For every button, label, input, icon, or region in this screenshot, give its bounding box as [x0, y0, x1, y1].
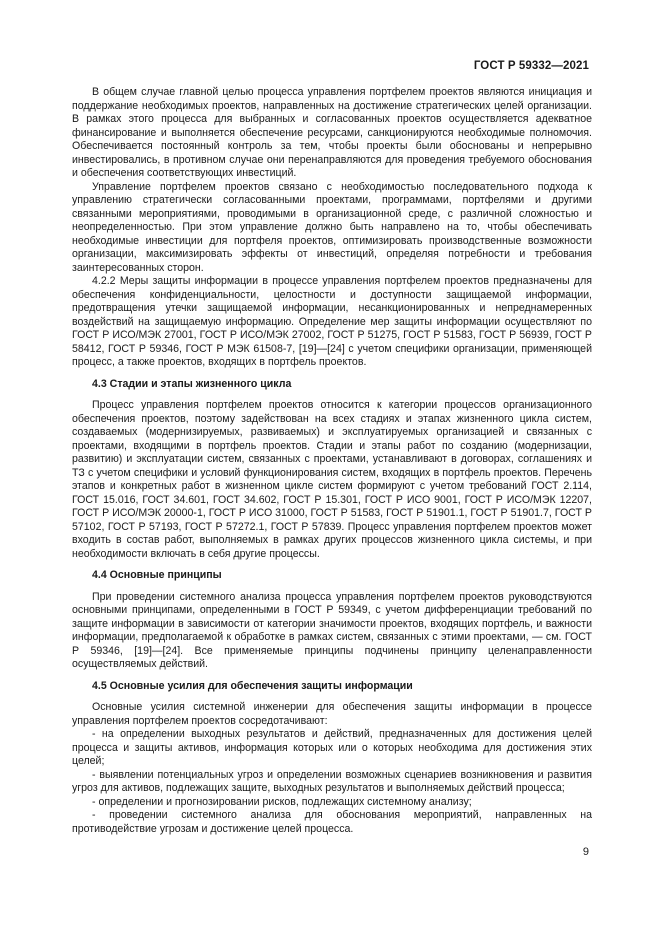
section-4-5	[72, 680, 592, 837]
list-item: - определении и прогнозировании рисков, подлежащих системному анализу;	[92, 795, 472, 808]
page-number: 9	[582, 846, 589, 858]
section-heading: 4.5 Основные усилия для обеспечения защиты информации	[92, 679, 413, 692]
standard-designation: ГОСТ Р 59332—2021	[473, 60, 589, 72]
paragraph: Управление портфелем проектов связано с необходимостью последовательного подхода к управлению стратегически согласованными проектами, программами, портфелями и другими связанными мероприятиями, проводимыми в организационной среде, с различной сложностью и неопределенностью. При этом управление должно быть направлено на то, чтобы обеспечивать необходимые инвестиции для портфеля проектов, оптимизировать производственные возможности организации, максимизировать эффекты от инвестиций, определяя потребности и требования заинтересованных сторон.	[72, 180, 592, 274]
paragraph: 4.2.2 Меры защиты информации в процессе управления портфелем проектов предназначены для обеспечения конфиденциальности, целостности и доступности защищаемой информации, предотвращения утечки защищаемой информации, несанкционированных и непреднамеренных воздействий на защищаемую информацию. Определение мер защиты информации осуществляют по ГОСТ Р ИСО/МЭК 27001, ГОСТ Р ИСО/МЭК 27002, ГОСТ Р 51275, ГОСТ Р 51583, ГОСТ Р 56939, ГОСТ Р 58412, ГОСТ Р 59346, ГОСТ Р МЭК 61508-7, [19]—[24] с учетом специфики организации, применяющей процесс, а также проектов, входящих в портфель проектов.	[72, 275, 592, 368]
page-content	[72, 86, 592, 836]
section-heading: 4.3 Стадии и этапы жизненного цикла	[92, 377, 292, 390]
list-item: - проведении системного анализа для обоснования мероприятий, направленных на противодействие угрозам и достижение целей процесса.	[72, 809, 592, 835]
paragraph: Основные усилия системной инженерии для обеспечения защиты информации в процессе управления портфелем проектов сосредотачивают:	[72, 701, 592, 727]
list-item: - на определении выходных результатов и действий, предназначенных для достижения целей процесса и защиты активов, информация которых или о которых необходима для достижения этих целей;	[72, 728, 592, 767]
section-4-4	[72, 569, 592, 672]
list-item: - выявлении потенциальных угроз и определении возможных сценариев возникновения и развития угроз для активов, подлежащих защите, выходных результатов и выполняемых действий процесса;	[72, 768, 592, 794]
paragraph: Процесс управления портфелем проектов относится к категории процессов организационного обеспечения проектов, поэтому задействован на всех стадиях и этапах жизненного цикла систем, создаваемых (модернизируемых, развиваемых) и эксплуатируемых организацией и связанных с проектами, входящими в портфель проектов. Стадии и этапы работ по созданию (модернизации, развитию) и эксплуатации систем, связанных с проектами, устанавливают в договорах, соглашениях и ТЗ с учетом специфики и условий функционирования систем, входящих в портфель проектов. Перечень этапов и конкретных работ в жизненном цикле систем формируют с учетом требований ГОСТ 2.114, ГОСТ 15.016, ГОСТ 34.601, ГОСТ 34.602, ГОСТ Р 15.301, ГОСТ Р ИСО 9001, ГОСТ Р ИСО/МЭК 12207, ГОСТ Р ИСО/МЭК 20000-1, ГОСТ Р ИСО 31000, ГОСТ Р 51583, ГОСТ Р 51901.1, ГОСТ Р 51901.7, ГОСТ Р 57102, ГОСТ Р 57193, ГОСТ Р 57272.1, ГОСТ Р 57839. Процесс управления портфелем проектов может входить в состав работ, выполняемых в рамках других процессов жизненного цикла системы, и при необходимости включать в себя другие процессы.	[72, 399, 592, 560]
section-4-3	[72, 378, 592, 562]
paragraph: В общем случае главной целью процесса управления портфелем проектов являются инициация и поддержание необходимых проектов, направленных на достижение стратегических целей организации. В рамках этого процесса для выбранных и согласованных проектов осуществляется адекватное финансирование и выполняется обеспечение ресурсами, санкционируются необходимые полномочия. Обеспечивается постоянный контроль за тем, чтобы проекты были обоснованы и непрерывно инвестировались, в противном случае они перенаправляются для проведения требуемого обоснования и обеспечения соответствующих инвестиций.	[72, 86, 592, 179]
section-heading: 4.4 Основные принципы	[92, 569, 222, 581]
paragraph: При проведении системного анализа процесса управления портфелем проектов руководствуются основными принципами, определенными в ГОСТ Р 59349, с учетом дифференциации требований по защите информации в зависимости от категории значимости проектов, входящих портфель, и важности информации, предполагаемой к обработке в рамках систем, связанных с этими проектами, — см. ГОСТ Р 59346, [19]—[24]. Все применяемые принципы подчинены принципу целенаправленности осуществляемых действий.	[72, 590, 592, 670]
